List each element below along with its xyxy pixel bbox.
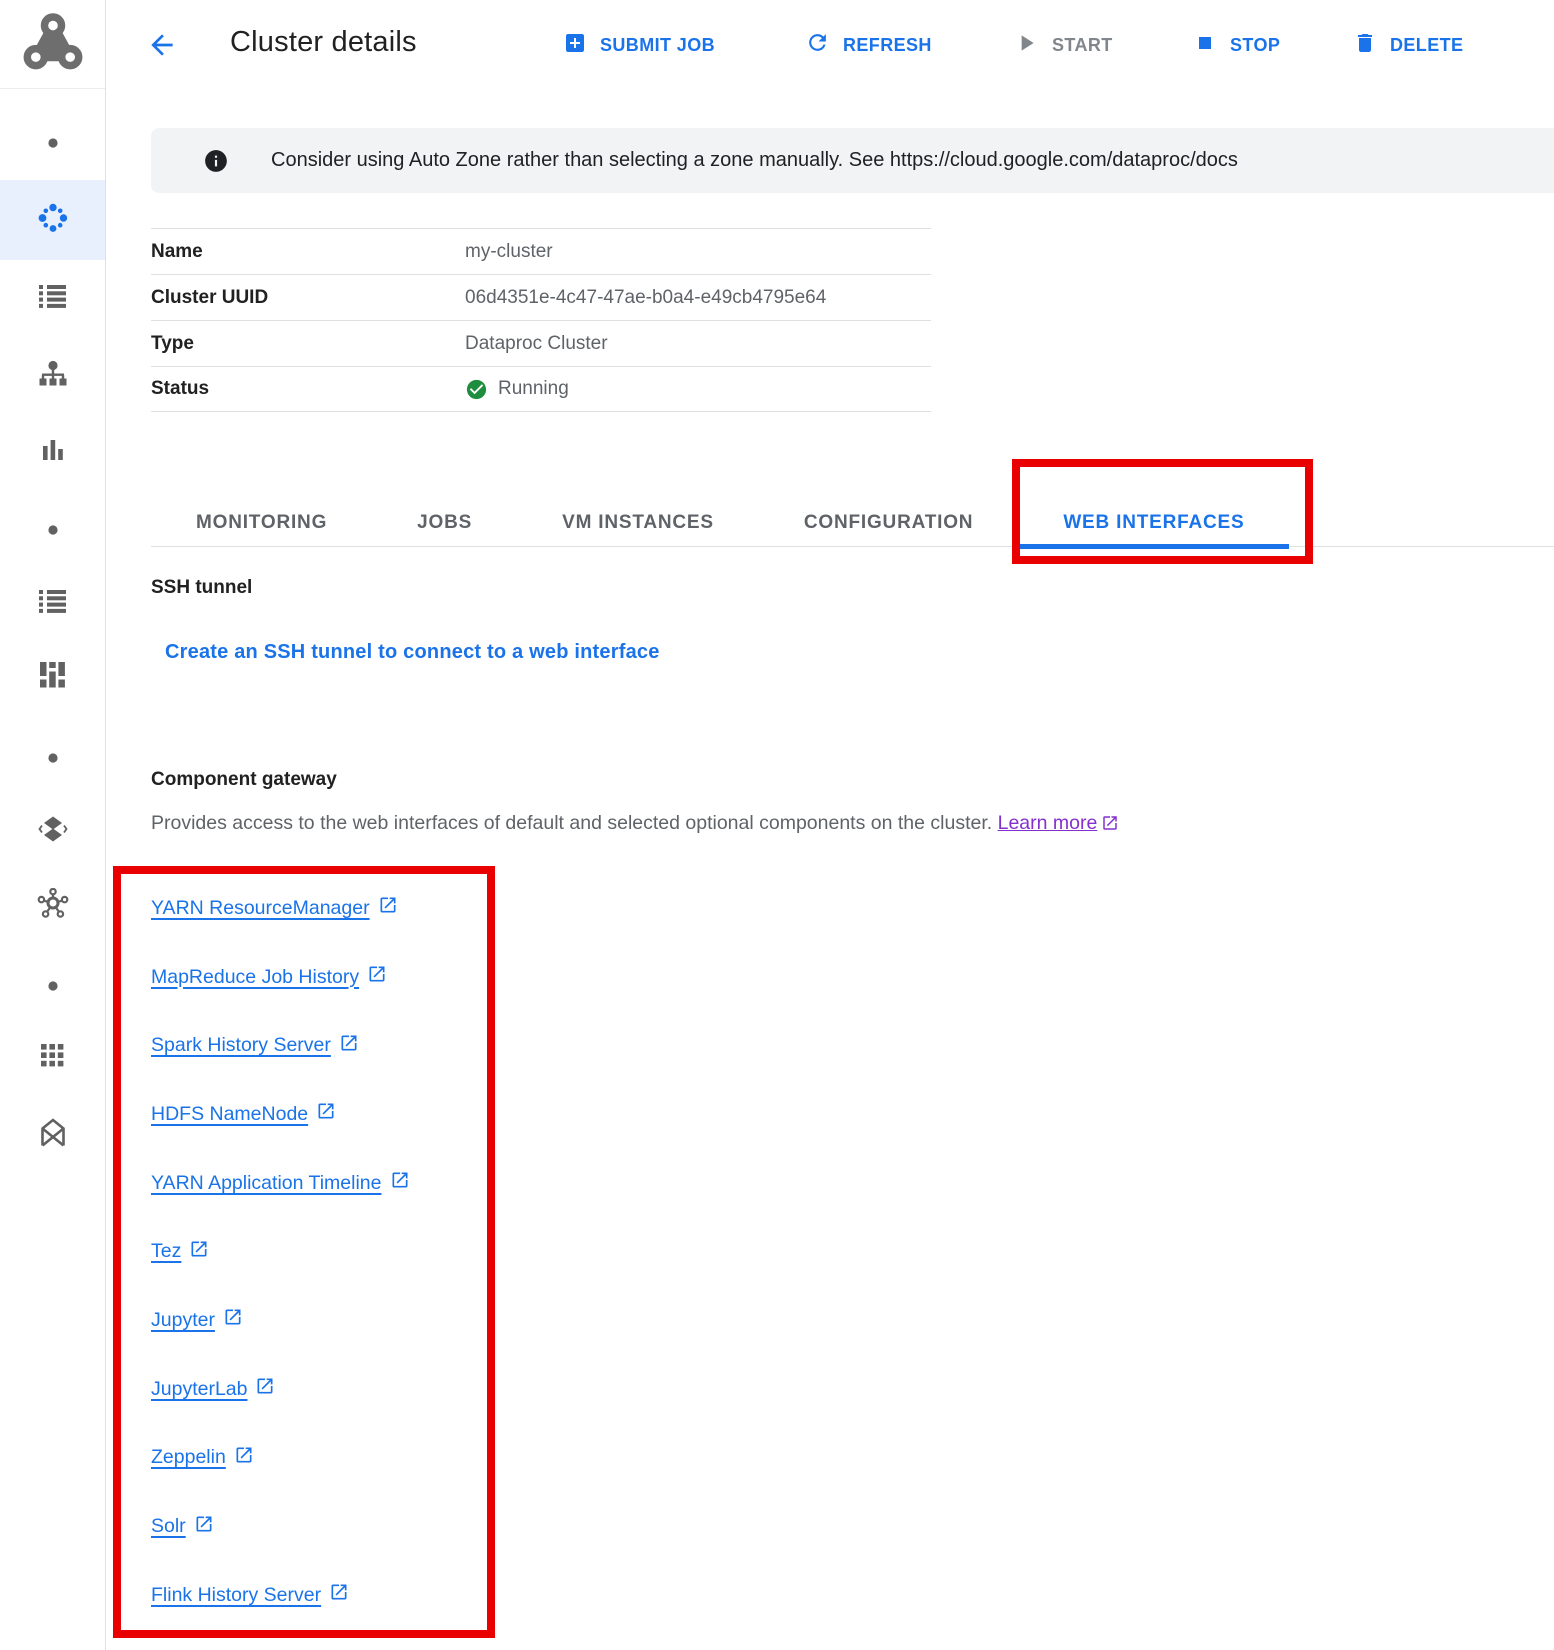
row-value: 06d4351e-4c47-47ae-b0a4-e49cb4795e64	[465, 286, 827, 308]
banner-text: Consider using Auto Zone rather than selecting a zone manually. See https://cloud.google.com/dataproc/docs	[271, 149, 1238, 171]
list-item	[121, 943, 487, 1012]
link-spark-history-server[interactable]: Spark History Server	[151, 1033, 359, 1059]
external-link-icon	[331, 1033, 359, 1059]
bar-chart-icon	[41, 438, 65, 467]
delete-button[interactable]	[1353, 0, 1463, 90]
sidebar-item-dot-4[interactable]	[0, 978, 105, 996]
stacked-diamonds-icon	[38, 816, 68, 848]
list-item	[121, 1080, 487, 1149]
stop-button[interactable]	[1193, 0, 1280, 90]
dot-icon	[48, 978, 58, 996]
row-label: Status	[151, 378, 210, 399]
page-header	[106, 0, 1554, 90]
status-value	[465, 378, 569, 401]
table-row-type	[151, 320, 931, 366]
external-link-icon	[308, 1101, 336, 1127]
external-link-icon	[321, 1582, 349, 1608]
link-jupyterlab[interactable]: JupyterLab	[151, 1376, 275, 1402]
main-content	[106, 90, 1554, 1650]
start-button[interactable]	[1013, 0, 1113, 90]
list-item	[121, 1355, 487, 1424]
sidebar-item-clusters-active[interactable]	[0, 180, 105, 260]
external-link-icon	[186, 1514, 214, 1540]
tab-vm-instances[interactable]: VM INSTANCES	[562, 512, 714, 533]
list-item	[121, 874, 487, 943]
left-nav-sidebar	[0, 0, 106, 1650]
clusters-dots-icon	[36, 201, 70, 240]
link-yarn-resourcemanager[interactable]: YARN ResourceManager	[151, 895, 398, 921]
auto-zone-banner	[151, 128, 1554, 193]
sidebar-item-hub[interactable]	[0, 888, 105, 925]
ssh-tunnel-heading: SSH tunnel	[151, 577, 253, 598]
link-solr[interactable]: Solr	[151, 1514, 214, 1540]
sidebar-item-saved[interactable]	[0, 1116, 105, 1153]
refresh-icon	[805, 30, 830, 60]
learn-more-link[interactable]: Learn more	[997, 812, 1098, 834]
list-item	[121, 1149, 487, 1218]
status-text: Running	[498, 378, 569, 399]
gateway-description-text: Provides access to the web interfaces of default and selected optional components on the cluster.	[151, 812, 993, 834]
external-link-icon	[359, 964, 387, 990]
delete-label: DELETE	[1390, 34, 1464, 55]
link-mapreduce-job-history[interactable]: MapReduce Job History	[151, 964, 387, 990]
sidebar-item-layers[interactable]	[0, 816, 105, 848]
arrow-back-icon	[146, 29, 178, 64]
tab-configuration[interactable]: CONFIGURATION	[803, 512, 974, 533]
external-link-icon	[181, 1239, 209, 1265]
external-link-icon	[1101, 815, 1119, 837]
sidebar-item-metastore[interactable]	[0, 662, 105, 693]
row-label: Cluster UUID	[151, 286, 269, 308]
tab-jobs[interactable]: JOBS	[417, 512, 473, 533]
list-item	[121, 1011, 487, 1080]
sidebar-item-list-2[interactable]	[0, 589, 105, 618]
refresh-label: REFRESH	[843, 34, 932, 55]
workflow-tree-icon	[39, 360, 67, 393]
external-link-icon	[215, 1307, 243, 1333]
dataproc-logo[interactable]	[0, 0, 105, 89]
page-title: Cluster details	[230, 26, 417, 58]
sidebar-item-workflows[interactable]	[0, 360, 105, 393]
list-icon	[39, 589, 66, 618]
start-label: START	[1052, 34, 1113, 55]
trash-icon	[1353, 31, 1377, 60]
create-ssh-tunnel-link[interactable]: Create an SSH tunnel to connect to a web interface	[165, 641, 660, 663]
row-label: Name	[151, 240, 203, 262]
tab-web-interfaces[interactable]	[1018, 499, 1289, 547]
list-item	[121, 1424, 487, 1493]
sidebar-item-apps-grid[interactable]	[0, 1044, 105, 1073]
info-icon	[203, 148, 229, 174]
external-link-icon	[370, 895, 398, 921]
submit-job-button[interactable]	[563, 0, 715, 90]
tab-monitoring[interactable]: MONITORING	[196, 512, 328, 533]
dataproc-logo-icon	[20, 9, 86, 80]
back-button[interactable]	[145, 29, 179, 63]
external-link-icon	[247, 1376, 275, 1402]
list-item	[121, 1561, 487, 1630]
link-hdfs-namenode[interactable]: HDFS NameNode	[151, 1101, 336, 1127]
add-box-icon	[563, 31, 587, 60]
sidebar-item-jobs[interactable]	[0, 284, 105, 313]
dot-icon	[48, 750, 58, 768]
link-jupyter[interactable]: Jupyter	[151, 1307, 243, 1333]
annotation-box-component-links	[113, 866, 495, 1638]
list-item	[121, 1492, 487, 1561]
link-zeppelin[interactable]: Zeppelin	[151, 1445, 254, 1471]
table-row-status	[151, 366, 931, 412]
play-icon	[1013, 30, 1039, 61]
submit-job-label: SUBMIT JOB	[600, 34, 716, 55]
dot-icon	[48, 135, 58, 153]
dot-icon	[48, 522, 58, 540]
row-value: my-cluster	[465, 240, 553, 262]
sidebar-item-dot-1[interactable]	[0, 135, 105, 153]
stop-label: STOP	[1230, 34, 1281, 55]
check-circle-icon	[465, 378, 488, 401]
external-link-icon	[226, 1445, 254, 1471]
external-link-icon	[382, 1170, 410, 1196]
stop-icon	[1193, 31, 1217, 60]
sidebar-item-dot-3[interactable]	[0, 750, 105, 768]
network-hub-icon	[37, 888, 69, 925]
refresh-button[interactable]	[805, 0, 932, 90]
sidebar-item-dot-2[interactable]	[0, 522, 105, 540]
table-row-name	[151, 228, 931, 274]
list-icon	[39, 284, 66, 313]
component-gateway-heading: Component gateway	[151, 769, 337, 790]
link-yarn-application-timeline[interactable]: YARN Application Timeline	[151, 1170, 410, 1196]
sidebar-item-monitoring[interactable]	[0, 438, 105, 467]
list-item	[121, 1286, 487, 1355]
table-row-uuid	[151, 274, 931, 320]
row-label: Type	[151, 332, 194, 354]
columns-blocks-icon	[40, 662, 65, 693]
list-item	[121, 1217, 487, 1286]
tab-web-interfaces-label: WEB INTERFACES	[1063, 512, 1245, 533]
component-gateway-description	[151, 812, 1119, 838]
row-value: Dataproc Cluster	[465, 332, 608, 354]
link-flink-history-server[interactable]: Flink History Server	[151, 1582, 349, 1608]
tab-bar	[151, 499, 1554, 547]
link-tez[interactable]: Tez	[151, 1239, 209, 1265]
bookmark-x-icon	[38, 1116, 68, 1153]
grid-icon	[41, 1044, 65, 1073]
cluster-info-table	[151, 228, 931, 412]
